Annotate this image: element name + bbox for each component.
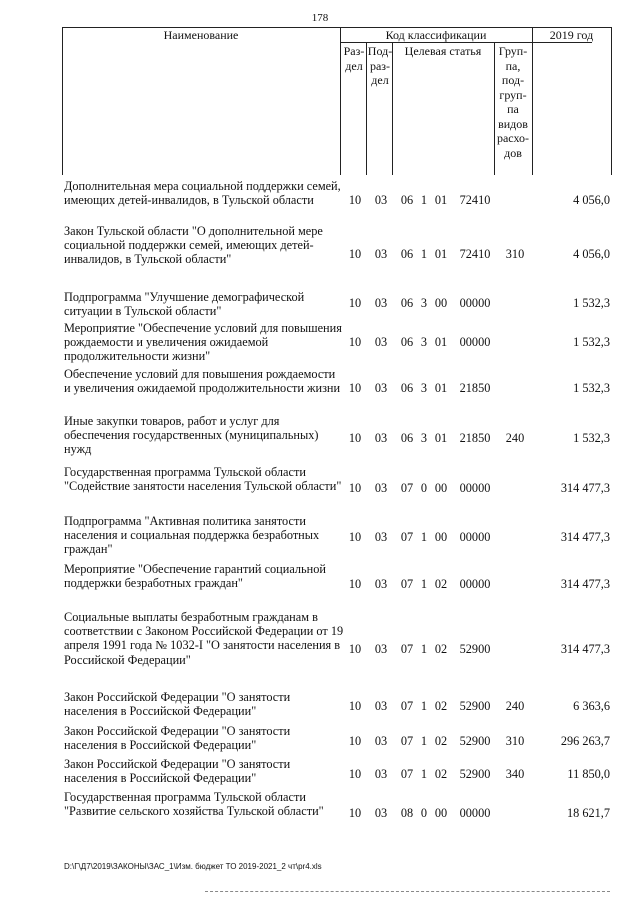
table-row bbox=[0, 367, 640, 411]
subsection-code: 03 bbox=[374, 335, 388, 349]
section-code: 10 bbox=[348, 577, 362, 591]
event-code: 01 bbox=[434, 431, 448, 445]
subsection-code: 03 bbox=[374, 381, 388, 395]
row-name: Государственная программа Тульской области "Развитие сельского хозяйства Тульской области" bbox=[64, 790, 324, 819]
section-code: 10 bbox=[348, 296, 362, 310]
direction-code: 72410 bbox=[459, 247, 491, 261]
amount-2019: 1 532,3 bbox=[573, 335, 610, 349]
amount-2019: 314 477,3 bbox=[560, 577, 610, 591]
amount-2019: 1 532,3 bbox=[573, 431, 610, 445]
table-row bbox=[0, 690, 640, 720]
direction-code: 21850 bbox=[459, 381, 491, 395]
amount-2019: 1 532,3 bbox=[573, 296, 610, 310]
program-code: 07 bbox=[400, 481, 414, 495]
event-code: 00 bbox=[434, 806, 448, 820]
subprogram-code: 0 bbox=[420, 806, 428, 820]
subprogram-code: 3 bbox=[420, 381, 428, 395]
expense-type-code: 310 bbox=[505, 247, 525, 261]
event-code: 02 bbox=[434, 642, 448, 656]
footer-divider bbox=[205, 891, 610, 892]
amount-2019: 1 532,3 bbox=[573, 381, 610, 395]
row-name: Закон Российской Федерации "О занятости населения в Российской Федерации" bbox=[64, 724, 291, 753]
direction-code: 52900 bbox=[459, 734, 491, 748]
subsection-code: 03 bbox=[374, 481, 388, 495]
table-row bbox=[0, 562, 640, 592]
subprogram-code: 1 bbox=[420, 247, 428, 261]
section-code: 10 bbox=[348, 247, 362, 261]
column-header-group: Груп- па, под- груп- па видов расхо- дов bbox=[496, 44, 530, 160]
expense-type-code: 240 bbox=[505, 699, 525, 713]
section-code: 10 bbox=[348, 734, 362, 748]
file-path-footer: D:\Г\Д7\2019\ЗАКОНЫ\ЗАС_1\Изм. бюджет ТО 2019-2021_2 чт\pr4.xls bbox=[64, 862, 322, 871]
row-name: Иные закупки товаров, работ и услуг для обеспечения государственных (муниципальных) нужд bbox=[64, 414, 319, 457]
table-row bbox=[0, 224, 640, 268]
program-code: 06 bbox=[400, 296, 414, 310]
subprogram-code: 1 bbox=[420, 530, 428, 544]
subsection-code: 03 bbox=[374, 734, 388, 748]
table-row bbox=[0, 514, 640, 558]
table-row bbox=[0, 790, 640, 820]
subsection-code: 03 bbox=[374, 247, 388, 261]
event-code: 02 bbox=[434, 699, 448, 713]
event-code: 00 bbox=[434, 530, 448, 544]
section-code: 10 bbox=[348, 530, 362, 544]
amount-2019: 314 477,3 bbox=[560, 530, 610, 544]
subsection-code: 03 bbox=[374, 530, 388, 544]
program-code: 06 bbox=[400, 247, 414, 261]
row-name: Дополнительная мера социальной поддержки семей, имеющих детей-инвалидов, в Тульской области bbox=[64, 179, 341, 208]
direction-code: 00000 bbox=[459, 806, 491, 820]
subprogram-code: 3 bbox=[420, 296, 428, 310]
section-code: 10 bbox=[348, 767, 362, 781]
program-code: 06 bbox=[400, 335, 414, 349]
direction-code: 00000 bbox=[459, 335, 491, 349]
row-name: Подпрограмма "Активная политика занятости населения и социальная поддержка безработных граждан" bbox=[64, 514, 320, 557]
expense-type-code: 240 bbox=[505, 431, 525, 445]
amount-2019: 6 363,6 bbox=[573, 699, 610, 713]
row-name: Подпрограмма "Улучшение демографической ситуации в Тульской области" bbox=[64, 290, 305, 319]
row-name: Социальные выплаты безработным гражданам в соответствии с Законом Российской Федерации от 19 апреля 1991 года № 1032-I "О занятости населения в Российской Федерации" bbox=[64, 610, 344, 667]
subprogram-code: 1 bbox=[420, 577, 428, 591]
row-name: Закон Российской Федерации "О занятости населения в Российской Федерации" bbox=[64, 757, 291, 786]
table-row bbox=[0, 757, 640, 787]
amount-2019: 18 621,7 bbox=[566, 806, 610, 820]
subsection-code: 03 bbox=[374, 296, 388, 310]
column-header-section: Раз- дел bbox=[343, 44, 365, 73]
direction-code: 00000 bbox=[459, 481, 491, 495]
event-code: 01 bbox=[434, 335, 448, 349]
direction-code: 72410 bbox=[459, 193, 491, 207]
subsection-code: 03 bbox=[374, 642, 388, 656]
expense-type-code: 310 bbox=[505, 734, 525, 748]
expense-type-code: 340 bbox=[505, 767, 525, 781]
event-code: 01 bbox=[434, 247, 448, 261]
column-header-name: Наименование bbox=[163, 28, 239, 42]
amount-2019: 11 850,0 bbox=[567, 767, 610, 781]
event-code: 01 bbox=[434, 381, 448, 395]
program-code: 07 bbox=[400, 577, 414, 591]
direction-code: 52900 bbox=[459, 767, 491, 781]
event-code: 02 bbox=[434, 577, 448, 591]
program-code: 07 bbox=[400, 734, 414, 748]
amount-2019: 314 477,3 bbox=[560, 481, 610, 495]
subsection-code: 03 bbox=[374, 767, 388, 781]
subprogram-code: 1 bbox=[420, 699, 428, 713]
program-code: 08 bbox=[400, 806, 414, 820]
subsection-code: 03 bbox=[374, 577, 388, 591]
direction-code: 00000 bbox=[459, 530, 491, 544]
page-number: 178 bbox=[311, 12, 329, 24]
subsection-code: 03 bbox=[374, 193, 388, 207]
subsection-code: 03 bbox=[374, 806, 388, 820]
section-code: 10 bbox=[348, 642, 362, 656]
row-name: Закон Тульской области "О дополнительной мере социальной поддержки семей, имеющих детей-инвалидов, в Тульской области" bbox=[64, 224, 323, 267]
column-header-subsection: Под- раз- дел bbox=[367, 44, 393, 87]
row-name: Мероприятие "Обеспечение условий для повышения рождаемости и увеличения ожидаемой продолжительности жизни" bbox=[64, 321, 342, 364]
subprogram-code: 1 bbox=[420, 193, 428, 207]
subprogram-code: 3 bbox=[420, 335, 428, 349]
direction-code: 52900 bbox=[459, 642, 491, 656]
column-header-year: 2019 год bbox=[549, 28, 594, 42]
program-code: 06 bbox=[400, 193, 414, 207]
program-code: 07 bbox=[400, 767, 414, 781]
program-code: 07 bbox=[400, 530, 414, 544]
section-code: 10 bbox=[348, 381, 362, 395]
section-code: 10 bbox=[348, 699, 362, 713]
program-code: 06 bbox=[400, 381, 414, 395]
amount-2019: 296 263,7 bbox=[560, 734, 610, 748]
table-row bbox=[0, 465, 640, 509]
column-header-target: Целевая статья bbox=[404, 44, 482, 58]
subprogram-code: 1 bbox=[420, 767, 428, 781]
column-header-code: Код классификации bbox=[385, 28, 487, 42]
direction-code: 00000 bbox=[459, 296, 491, 310]
program-code: 07 bbox=[400, 642, 414, 656]
table-row bbox=[0, 321, 640, 365]
row-name: Обеспечение условий для повышения рождаемости и увеличения ожидаемой продолжительности жизни bbox=[64, 367, 341, 396]
program-code: 07 bbox=[400, 699, 414, 713]
amount-2019: 4 056,0 bbox=[573, 247, 610, 261]
subsection-code: 03 bbox=[374, 699, 388, 713]
table-header bbox=[62, 27, 612, 175]
section-code: 10 bbox=[348, 806, 362, 820]
direction-code: 21850 bbox=[459, 431, 491, 445]
section-code: 10 bbox=[348, 481, 362, 495]
subsection-code: 03 bbox=[374, 431, 388, 445]
subprogram-code: 3 bbox=[420, 431, 428, 445]
event-code: 00 bbox=[434, 296, 448, 310]
section-code: 10 bbox=[348, 431, 362, 445]
direction-code: 52900 bbox=[459, 699, 491, 713]
event-code: 02 bbox=[434, 734, 448, 748]
table-row bbox=[0, 610, 640, 670]
row-name: Закон Российской Федерации "О занятости населения в Российской Федерации" bbox=[64, 690, 291, 719]
row-name: Государственная программа Тульской области "Содействие занятости населения Тульской области" bbox=[64, 465, 342, 494]
row-name: Мероприятие "Обеспечение гарантий социальной поддержки безработных граждан" bbox=[64, 562, 326, 591]
event-code: 02 bbox=[434, 767, 448, 781]
table-row bbox=[0, 724, 640, 754]
amount-2019: 314 477,3 bbox=[560, 642, 610, 656]
table-row bbox=[0, 290, 640, 320]
table-row bbox=[0, 414, 640, 458]
amount-2019: 4 056,0 bbox=[573, 193, 610, 207]
direction-code: 00000 bbox=[459, 577, 491, 591]
program-code: 06 bbox=[400, 431, 414, 445]
event-code: 00 bbox=[434, 481, 448, 495]
subprogram-code: 0 bbox=[420, 481, 428, 495]
subprogram-code: 1 bbox=[420, 734, 428, 748]
subprogram-code: 1 bbox=[420, 642, 428, 656]
section-code: 10 bbox=[348, 193, 362, 207]
table-row bbox=[0, 179, 640, 223]
event-code: 01 bbox=[434, 193, 448, 207]
section-code: 10 bbox=[348, 335, 362, 349]
